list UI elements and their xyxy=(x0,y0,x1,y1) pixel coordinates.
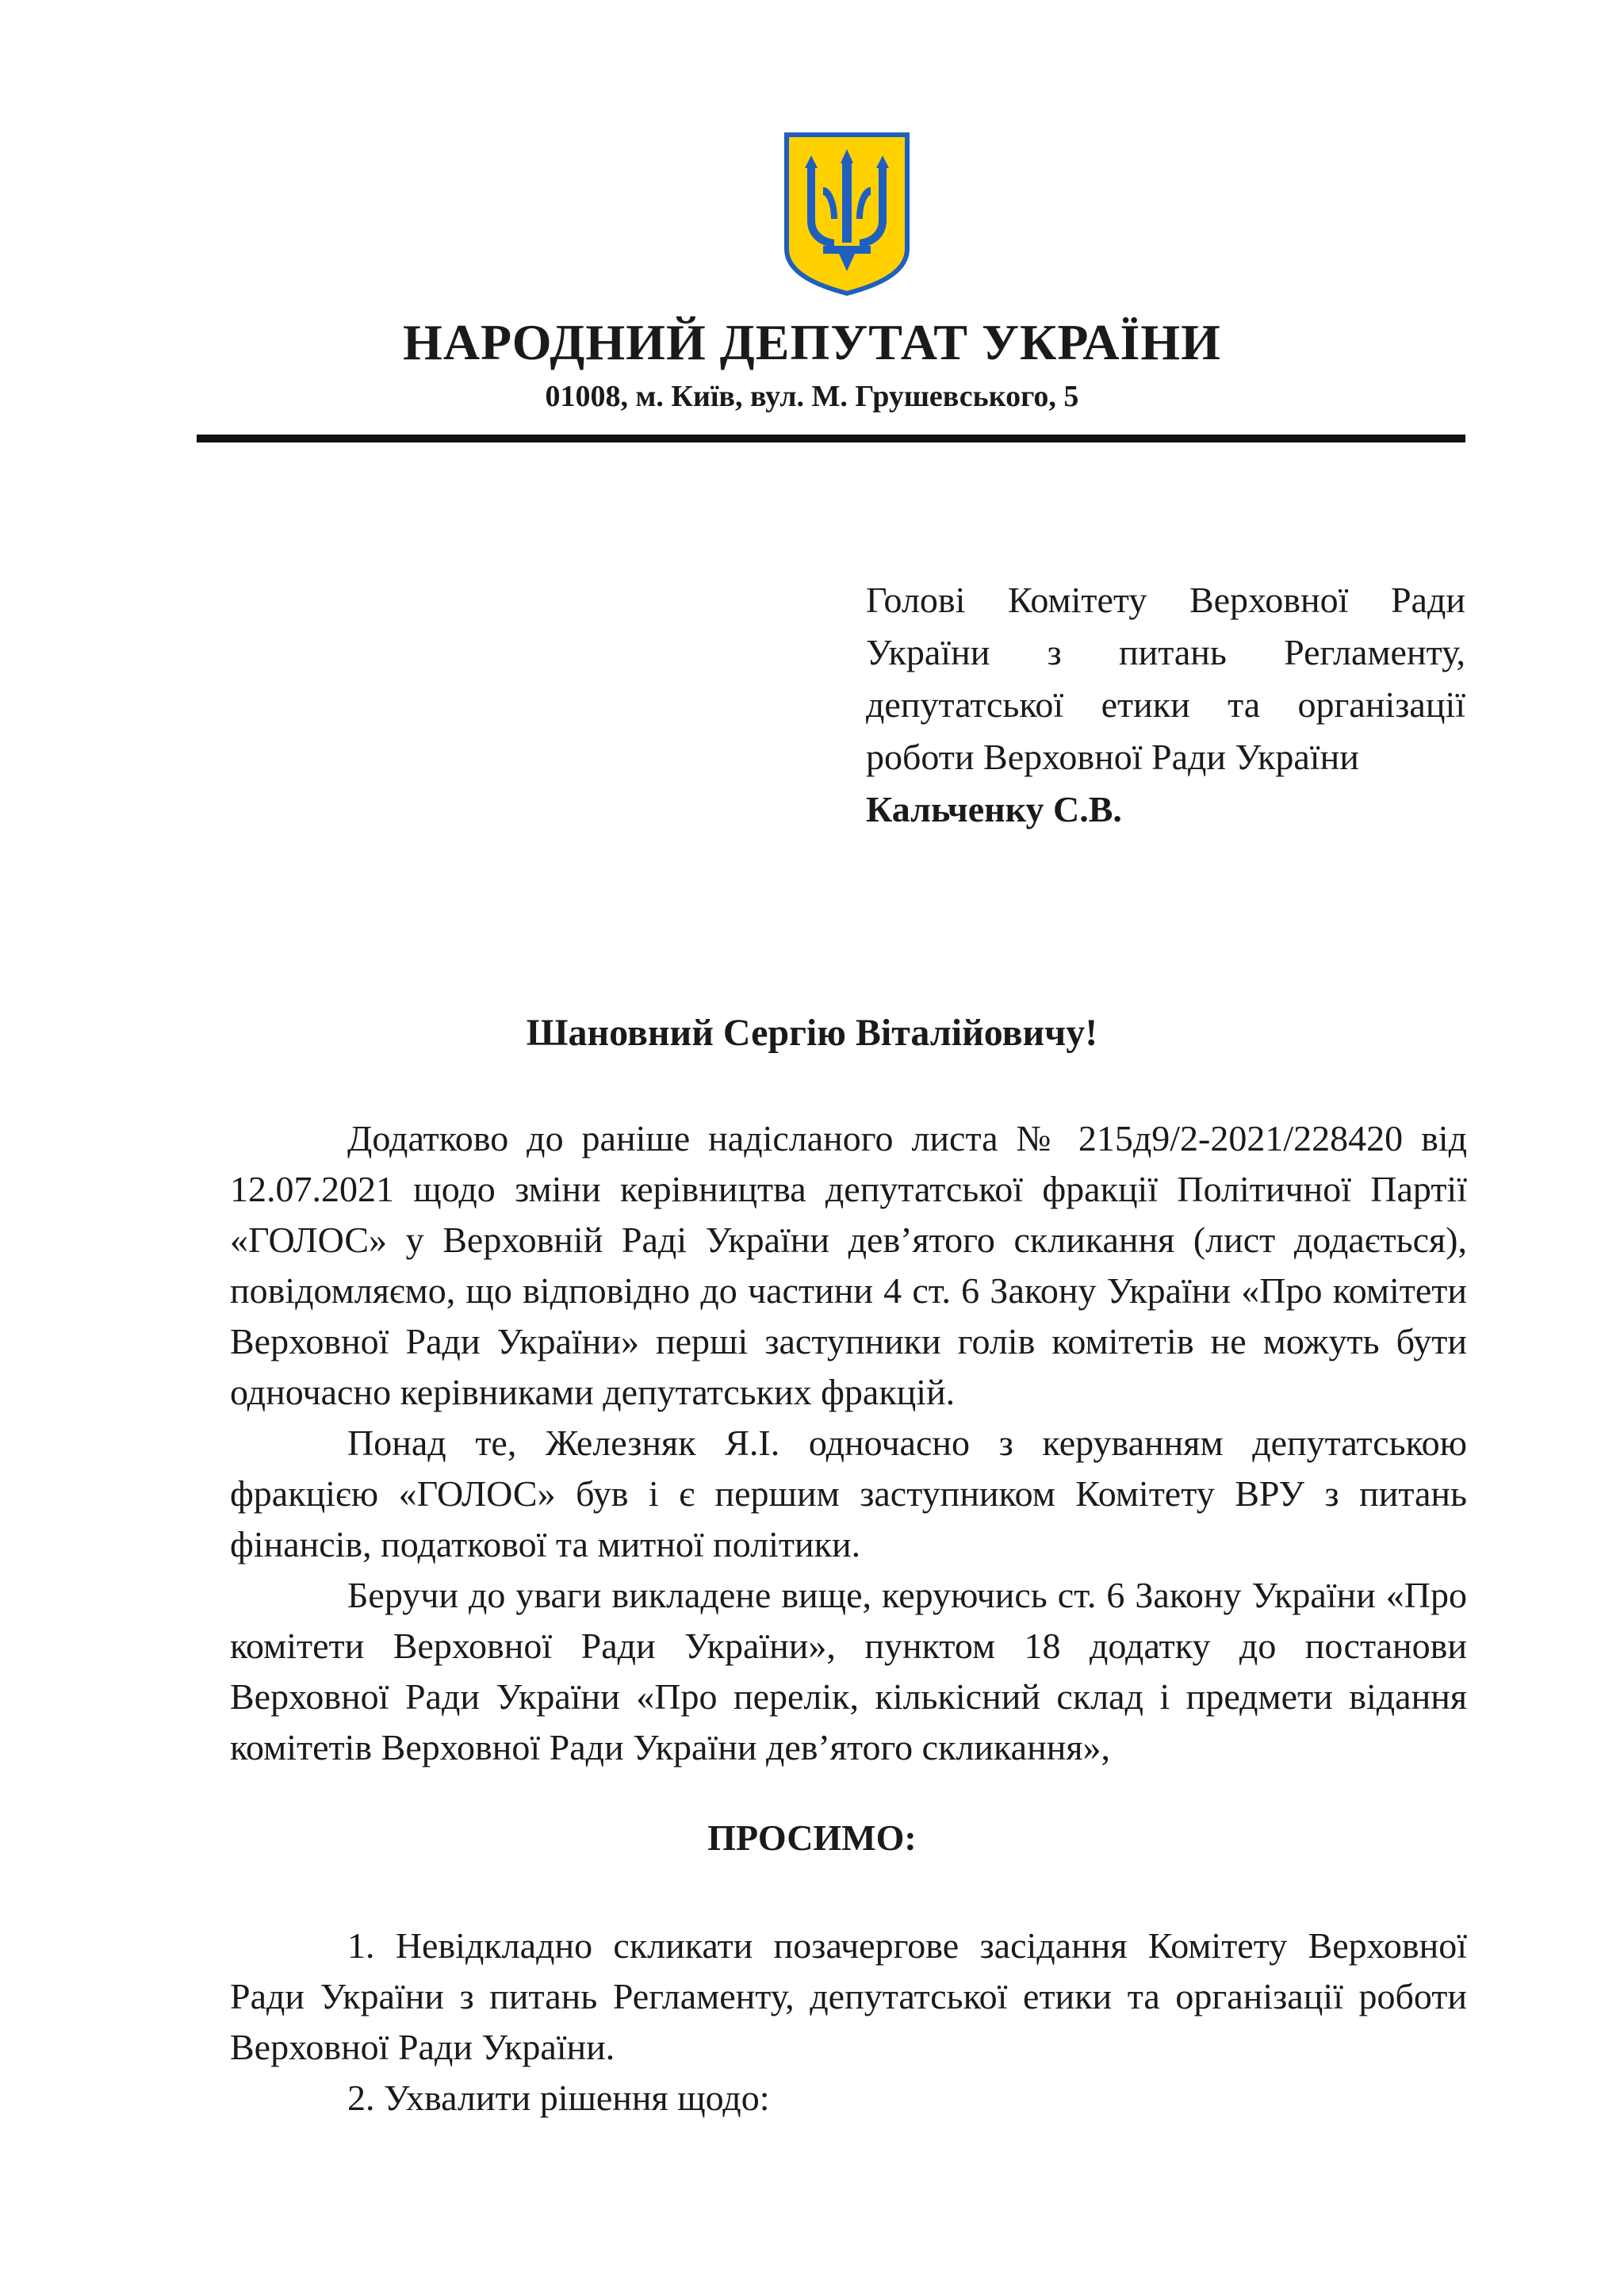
body-paragraph: Додатково до раніше надісланого листа № 215д9/2-2021/228420 від 12.07.2021 щодо зміни керівництва депутатської фракції Політичної Партії «ГОЛОС» у Верховній Раді України дев’ятого скликання (лист додається), повідомляємо, що відповідно до частини 4 ст. 6 Закону України «Про комітети Верховної Ради України» перші заступники голів комітетів не можуть бути одночасно керівниками депутатських фракцій. xyxy=(230,1118,1467,1412)
addressee-line: Голові Комітету Верховної Ради xyxy=(866,580,1465,620)
header-divider xyxy=(197,435,1465,442)
addressee-name: Кальченку С.В. xyxy=(866,789,1122,829)
ukraine-trident-coat-of-arms-icon xyxy=(783,132,910,297)
addressee-line: депутатської етики та організації xyxy=(866,684,1465,725)
salutation: Шановний Сергію Віталійовичу! xyxy=(526,1012,1098,1054)
request-heading: ПРОСИМО: xyxy=(707,1817,917,1858)
addressee-block xyxy=(866,574,1465,836)
body-paragraph: Понад те, Железняк Я.І. одночасно з керуванням депутатською фракцією «ГОЛОС» був і є першим заступником Комітету ВРУ з питань фінансів, податкової та митної політики. xyxy=(230,1423,1467,1564)
request-item: 1. Невідкладно скликати позачергове засідання Комітету Верховної Ради України з питань Регламенту, депутатської етики та організації роботи Верховної Ради України. xyxy=(230,1925,1467,2067)
addressee-line: України з питань Регламенту, xyxy=(866,632,1465,672)
letter-body xyxy=(230,1113,1467,1773)
request-item: 2. Ухвалити рішення щодо: xyxy=(347,2078,770,2118)
sender-address: 01008, м. Київ, вул. М. Грушевського, 5 xyxy=(545,380,1079,413)
addressee-line: роботи Верховної Ради України xyxy=(866,737,1359,777)
request-items xyxy=(230,1921,1467,2124)
body-paragraph: Беручи до уваги викладене вище, керуючись ст. 6 Закону України «Про комітети Верховної Ради України», пунктом 18 додатку до постанови Верховної Ради України «Про перелік, кількісний склад і предмети відання комітетів Верховної Ради України дев’ятого скликання», xyxy=(230,1575,1467,1767)
page-title: НАРОДНИЙ ДЕПУТАТ УКРАЇНИ xyxy=(403,314,1221,370)
